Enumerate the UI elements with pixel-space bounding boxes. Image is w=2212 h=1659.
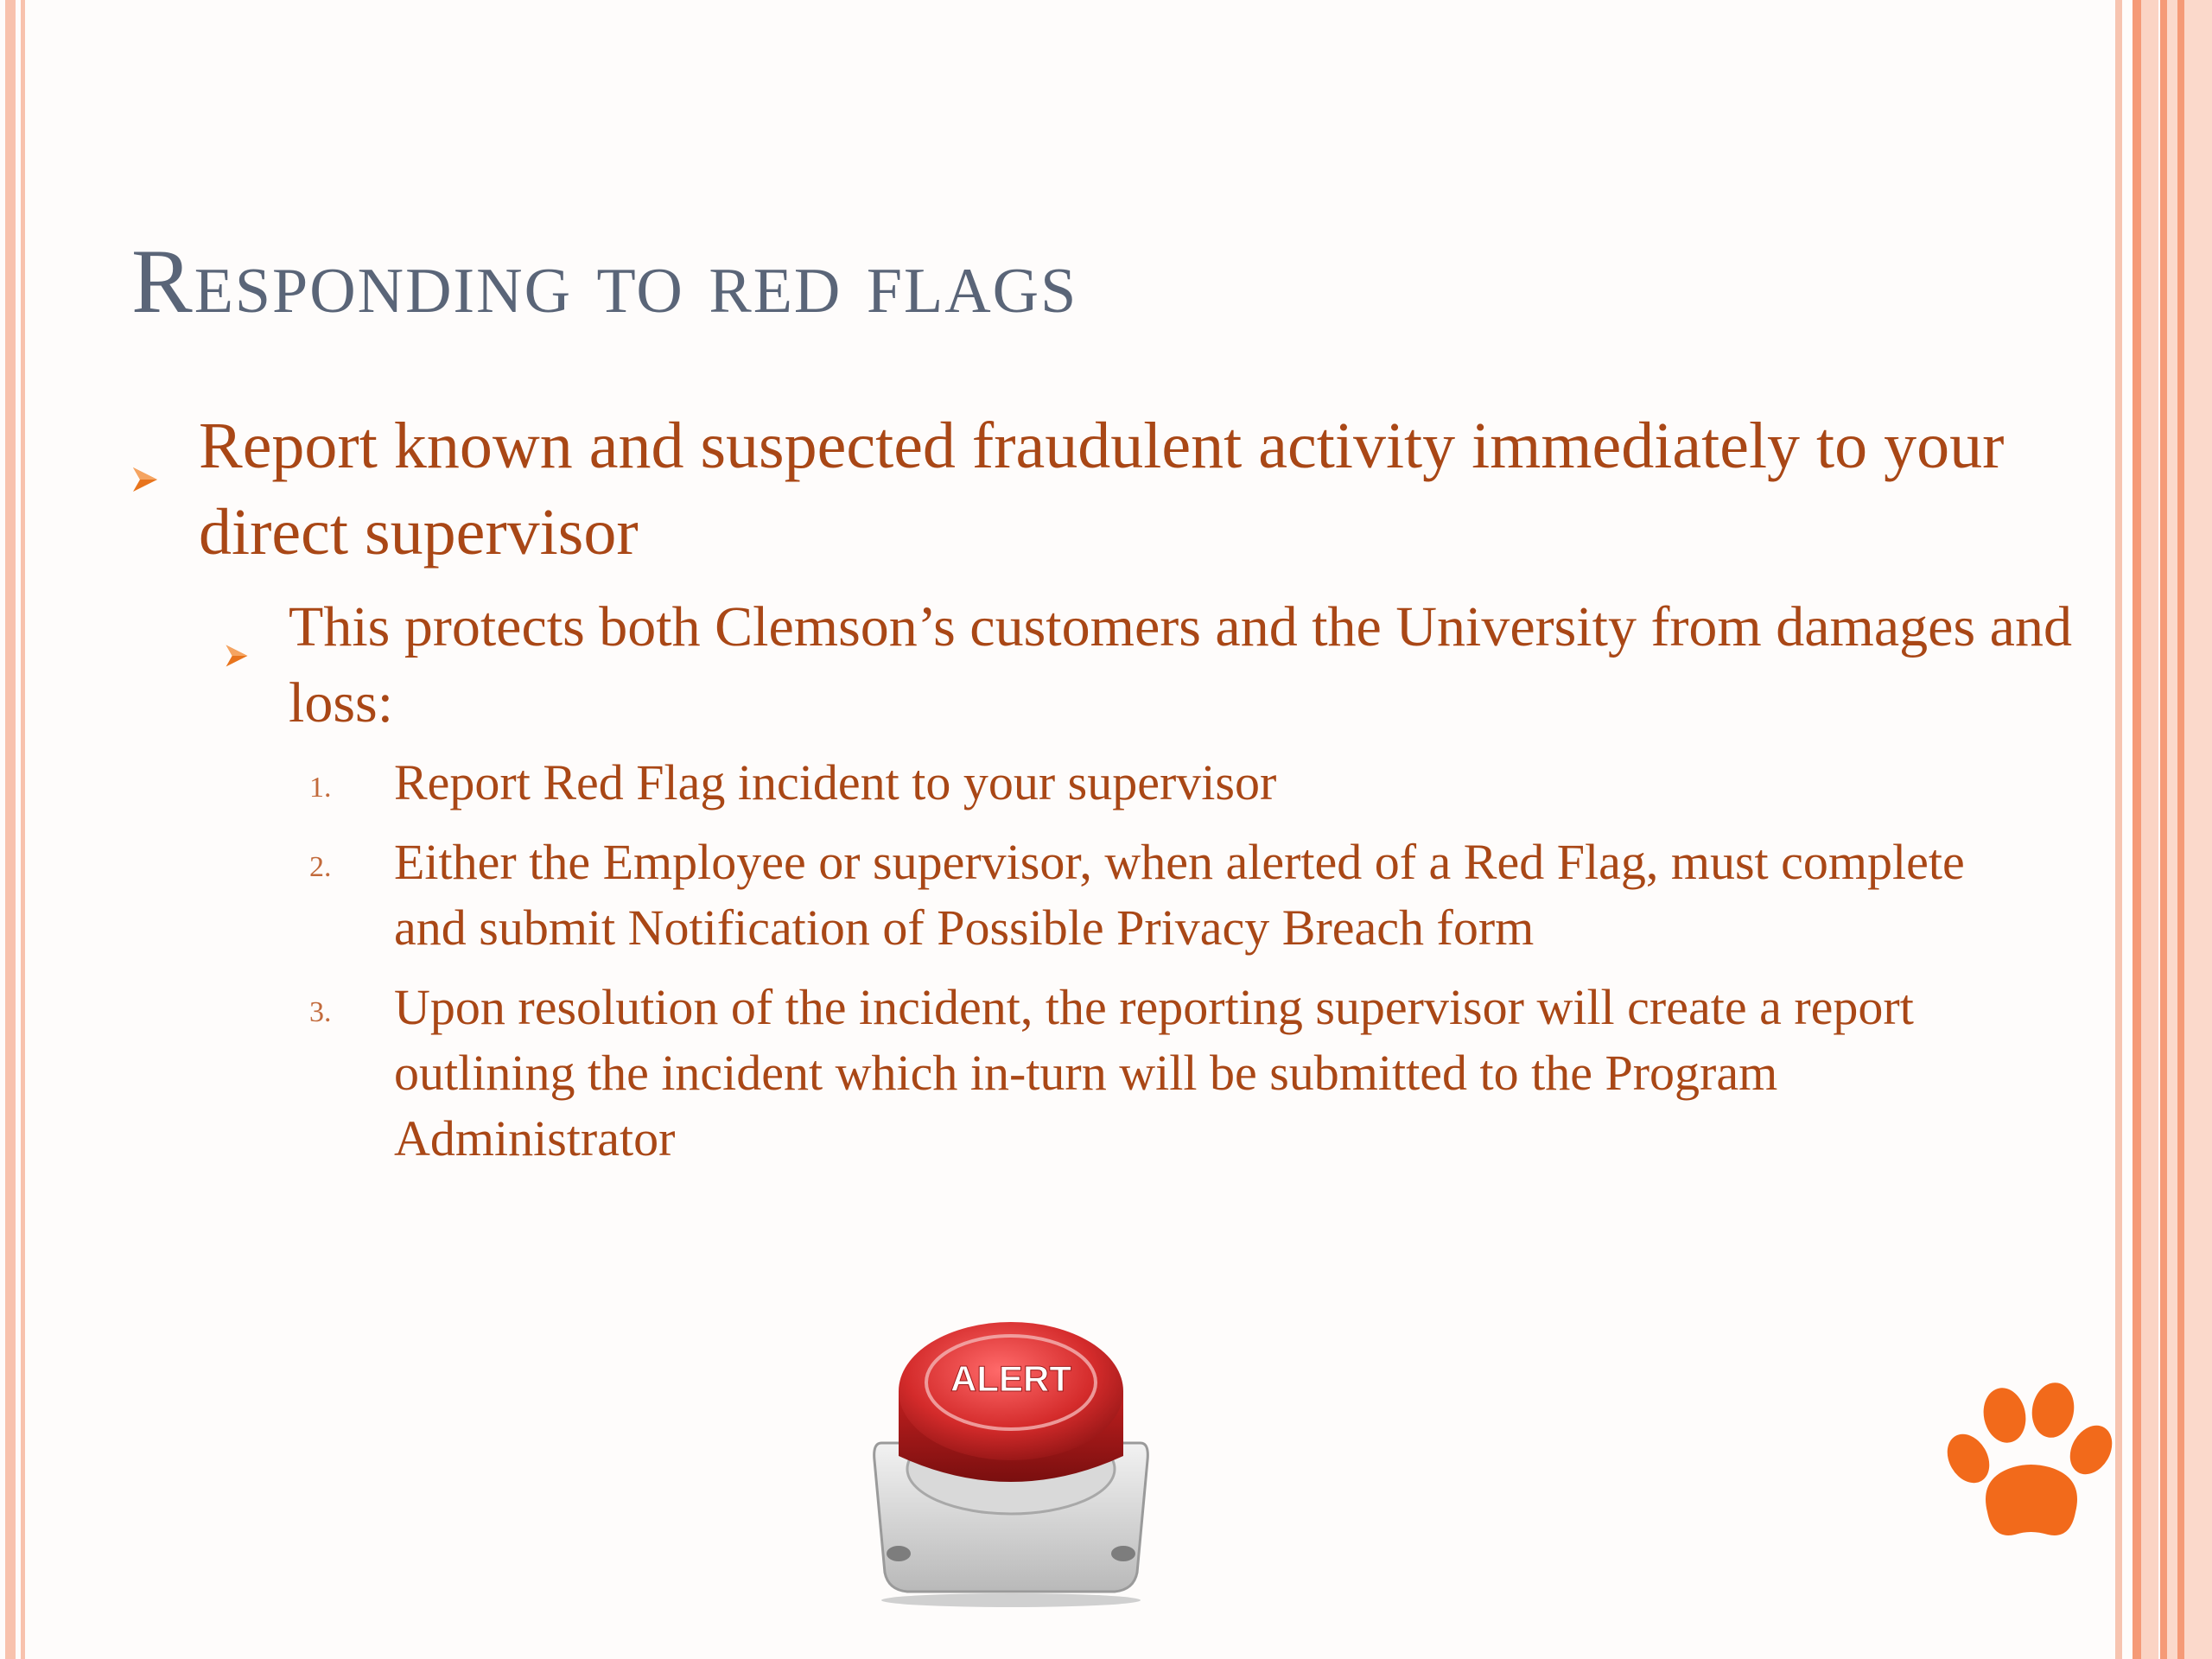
- step-text: Report Red Flag incident to your supervisor: [394, 754, 1277, 810]
- left-border-stripe-inner: [21, 0, 25, 1659]
- step-number: 1.: [309, 772, 332, 804]
- right-border-stripe: [2167, 0, 2212, 1659]
- arrow-bullet-icon: [130, 430, 161, 517]
- main-bullet: [130, 403, 2074, 575]
- right-border-stripe: [2177, 0, 2184, 1659]
- step-text: Upon resolution of the incident, the reporting supervisor will create a report outlining the incident which in-turn will be submitted to the Program Administrator: [394, 979, 1914, 1166]
- right-border-stripe: [2160, 0, 2167, 1659]
- tiger-paw-icon: [1944, 1382, 2117, 1547]
- main-bullet-text: Report known and suspected fraudulent activity immediately to your direct supervisor: [199, 410, 2005, 569]
- left-border-stripe: [5, 0, 16, 1659]
- alert-button-image: [847, 1296, 1175, 1607]
- alert-button-label: ALERT: [950, 1358, 1071, 1399]
- steps-list: [130, 750, 2074, 1172]
- list-item: [130, 750, 2036, 816]
- slide-title: Responding to red flags: [131, 231, 1078, 332]
- step-number: 3.: [309, 996, 332, 1028]
- sub-bullet: [130, 589, 2074, 741]
- right-border-stripe: [2141, 0, 2158, 1659]
- slide-content: [130, 403, 2074, 1185]
- step-number: 2.: [309, 851, 332, 883]
- list-item: [130, 975, 2036, 1172]
- list-item: [130, 830, 2036, 961]
- sub-bullet-text: This protects both Clemson’s customers and the University from damages and loss:: [289, 595, 2072, 734]
- step-text: Either the Employee or supervisor, when alerted of a Red Flag, must complete and submit Notification of Possible Privacy Breach form: [394, 834, 1965, 956]
- arrow-bullet-icon: [223, 613, 251, 690]
- right-border-stripe: [2133, 0, 2141, 1659]
